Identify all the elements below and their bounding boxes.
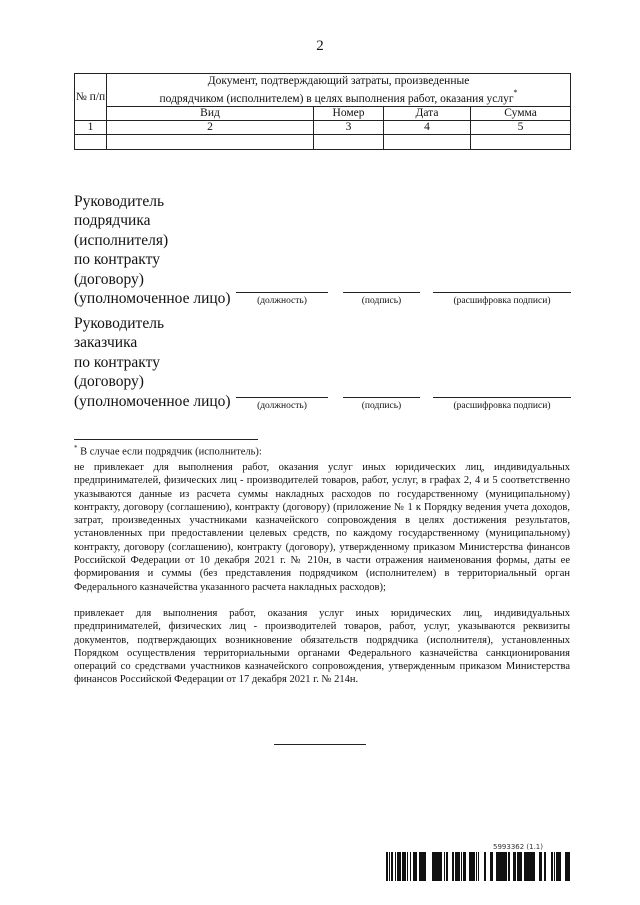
header-row-number: [75, 74, 107, 121]
header-document-line2: подрядчиком (исполнителем) в целях выполнения работ, оказания услуг: [159, 92, 514, 105]
table-cell: [471, 135, 571, 150]
contractor-head-label: Руководитель подрядчика (исполнителя) по контракту (договору) (уполномоченное лицо): [74, 193, 231, 308]
customer-position-line[interactable]: [236, 397, 328, 398]
column-number-3: 3: [314, 121, 384, 135]
header-number: Номер: [314, 107, 384, 121]
footnote-paragraph-1: не привлекает для выполнения работ, оказания услуг иных юридических лиц, индивидуальных предпринимателей, физических лиц - производителей товаров, работ, услуг, в графах 2, 4 и 5 соответственно указываются данные из расчета суммы накладных расходов по государственному (муниципальному) контракту, договору (соглашению), контракту (договору) (приложение № 1 к Порядку ведения учета доходов, затрат, произведенных участниками казначейского сопровождения в целях достижения результатов, установленных при предоставлении целевых средств, по каждому государственному (муниципальному) контракту, договору (соглашению), контракту (договору), утвержденному приказом Министерства финансов Российской Федерации от 10 декабря 2021 г. № 210н, в части отражения наименования формы, даты ее формирования и суммы (без представления подрядчиком (исполнителем) в территориальный орган Федерального казначейства указанного расчета накладных расходов);: [74, 462, 570, 593]
position-caption: (должность): [257, 401, 307, 411]
name-caption: (расшифровка подписи): [453, 401, 551, 411]
header-document-line1: Документ, подтверждающий затраты, произведенные: [207, 74, 470, 87]
column-number-2: 2: [107, 121, 314, 135]
column-number-1: 1: [75, 121, 107, 135]
header-document: [107, 74, 571, 107]
barcode-code: 5993362 (1.1): [493, 843, 543, 851]
barcode-image: [385, 852, 571, 881]
position-caption: (должность): [257, 296, 307, 306]
footnote-title-text: В случае если подрядчик (исполнитель):: [80, 446, 262, 458]
header-num-label: № п/п: [75, 90, 106, 103]
table-cell: [384, 135, 471, 150]
customer-head-label: Руководитель заказчика по контракту (договору) (уполномоченное лицо): [74, 315, 231, 410]
column-number-4: 4: [384, 121, 471, 135]
numbering-row: [75, 121, 571, 135]
customer-signature-line[interactable]: [343, 397, 420, 398]
table-cell: [107, 135, 314, 150]
signature-caption: (подпись): [361, 296, 402, 306]
contractor-position-line[interactable]: [236, 292, 328, 293]
table-cell: [314, 135, 384, 150]
header-sum: Сумма: [471, 107, 571, 121]
table-row: [75, 135, 571, 150]
page-number: 2: [316, 38, 324, 54]
header-date: Дата: [384, 107, 471, 121]
signature-caption: (подпись): [361, 401, 402, 411]
footnote-separator: [74, 439, 258, 440]
end-separator: [274, 744, 366, 745]
header-type: Вид: [107, 107, 314, 121]
column-number-5: 5: [471, 121, 571, 135]
costs-document-table: [74, 73, 571, 150]
contractor-name-line[interactable]: [433, 292, 571, 293]
contractor-signature-line[interactable]: [343, 292, 420, 293]
footnote-paragraph-2: привлекает для выполнения работ, оказания услуг иных юридических лиц, индивидуальных предпринимателей, физических лиц - производителей товаров, работ, услуг, указываются реквизиты документов, подтверждающих возникновение обязательств подрядчика (исполнителя), установленных Порядком осуществления территориальными органами Федерального казначейства санкционирования операций со средствами участников казначейского сопровождения, утвержденным приказом Министерства финансов Российской Федерации от 17 декабря 2021 г. № 214н.: [74, 608, 570, 686]
name-caption: (расшифровка подписи): [453, 296, 551, 306]
table-cell: [75, 135, 107, 150]
footnote-title: [74, 444, 262, 458]
footnote-mark: *: [74, 444, 78, 452]
footnote-mark: *: [513, 87, 518, 97]
customer-name-line[interactable]: [433, 397, 571, 398]
